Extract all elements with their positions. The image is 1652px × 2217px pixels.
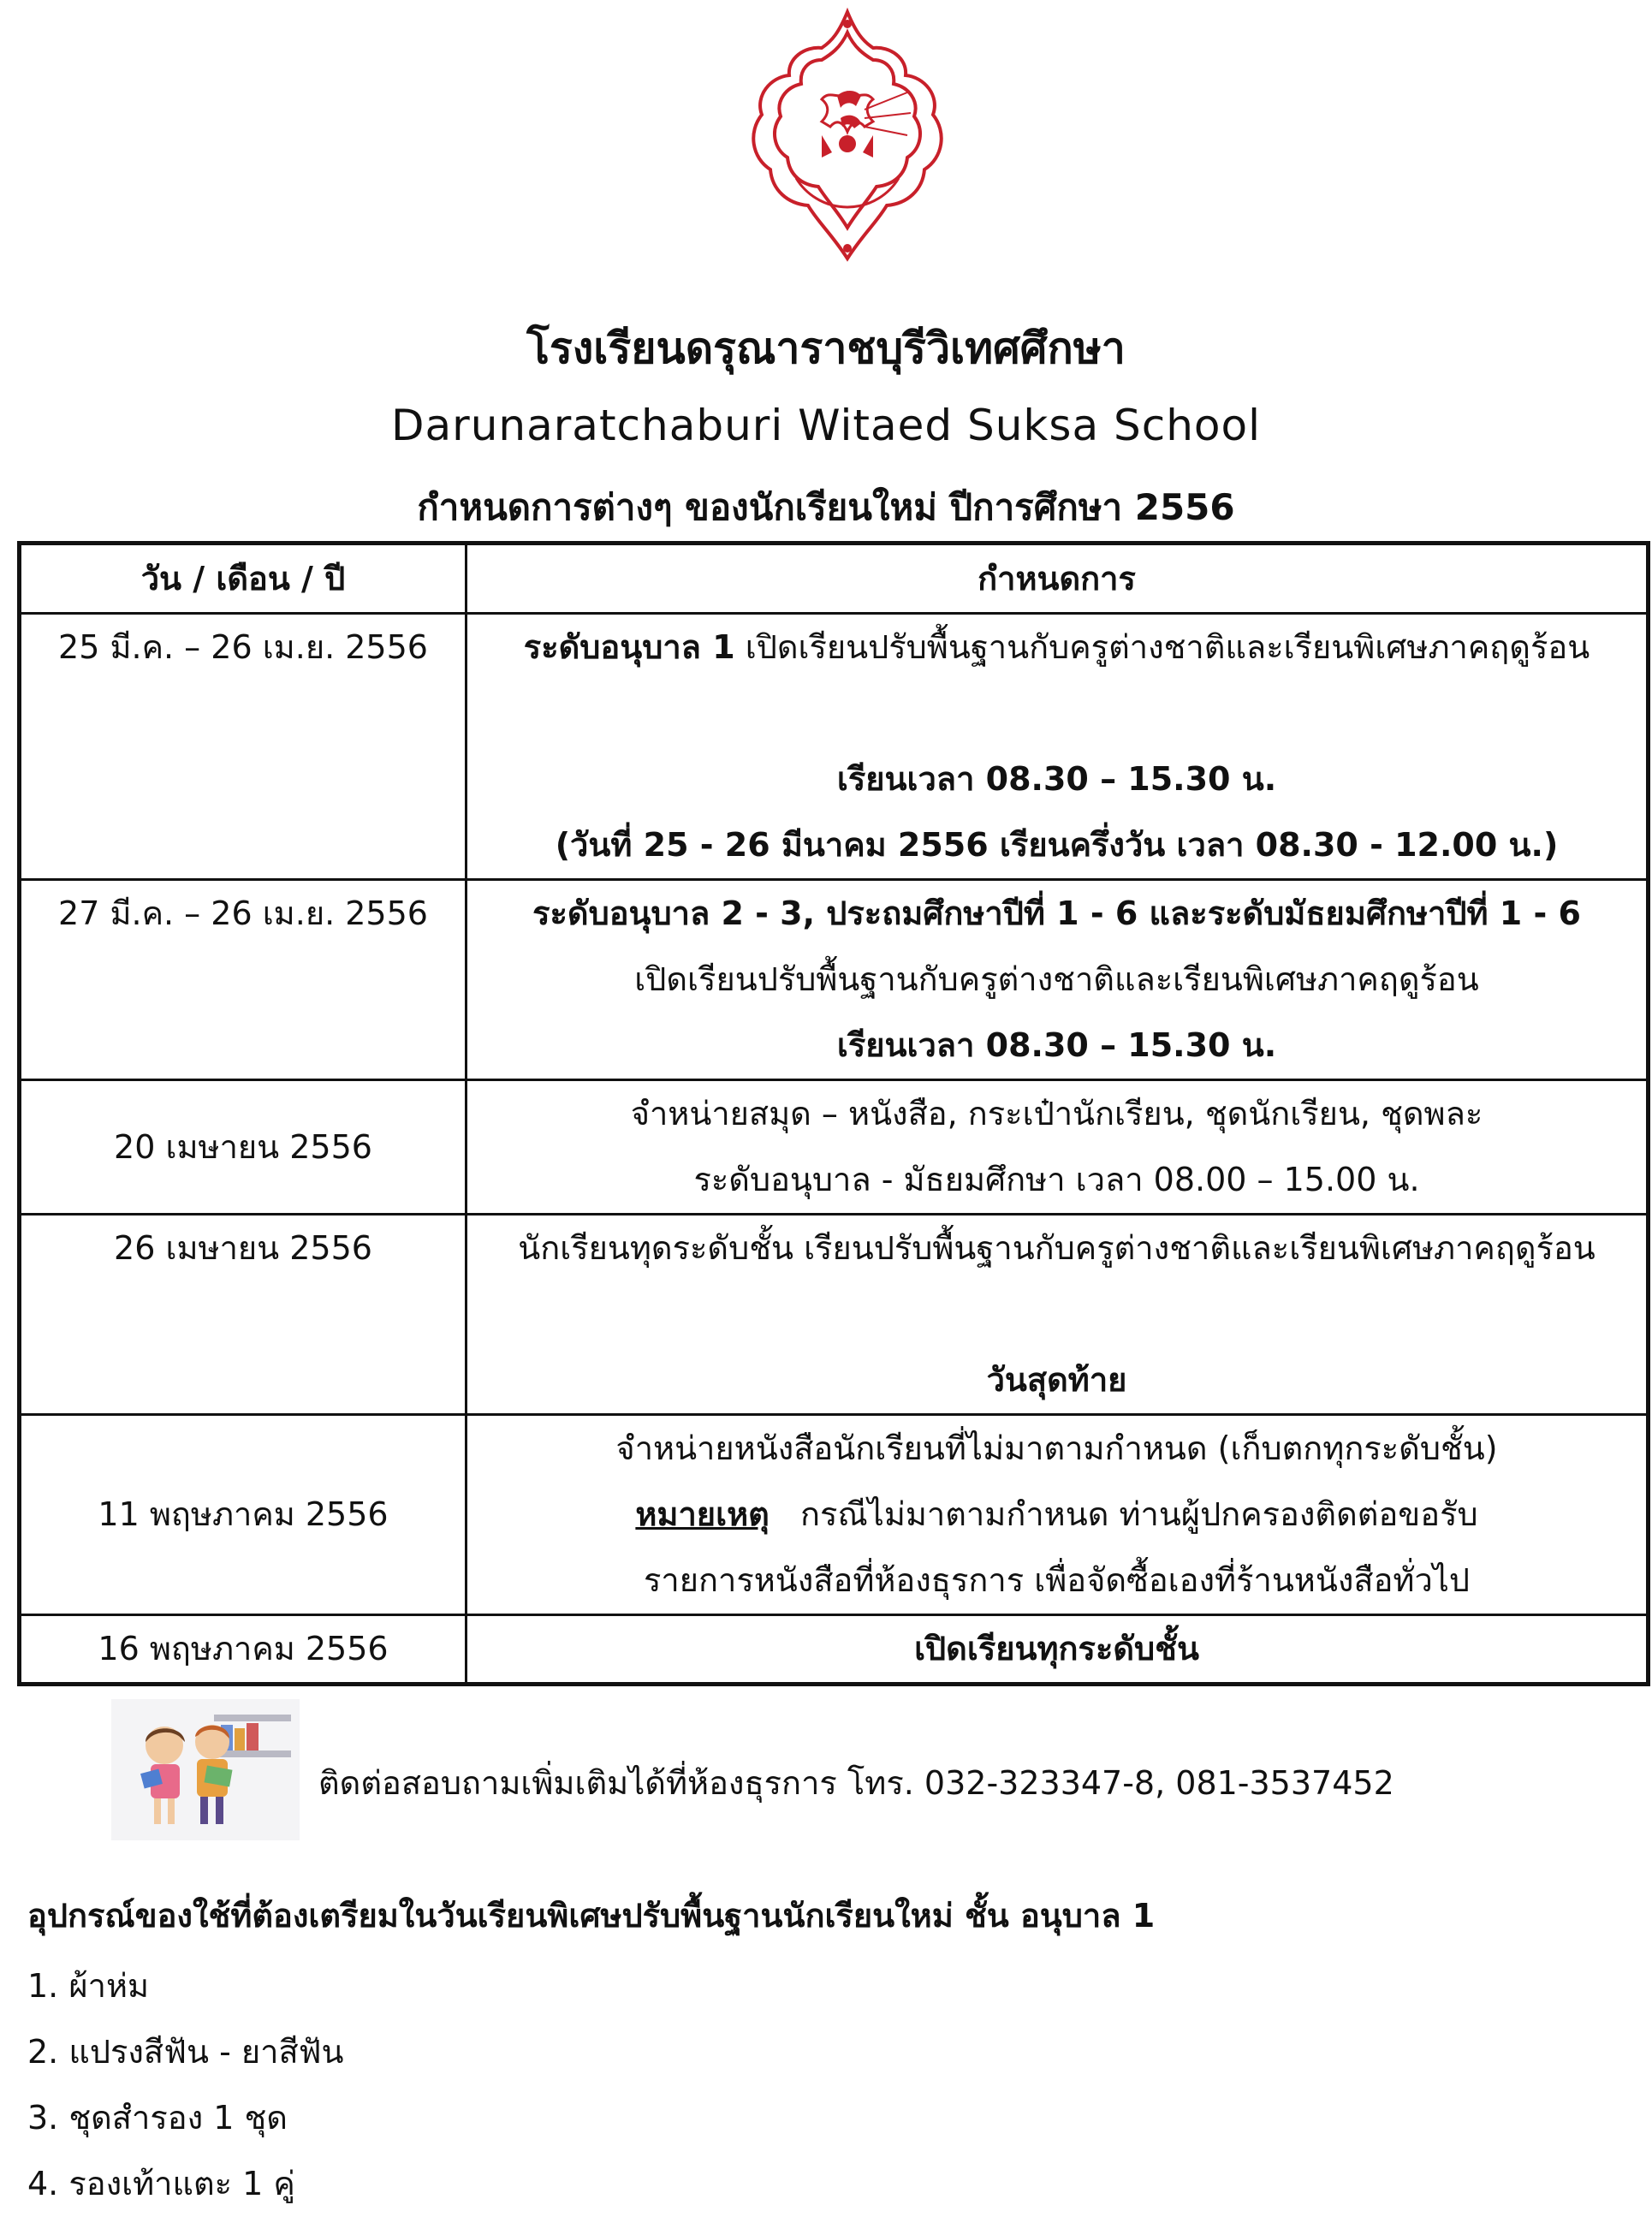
detail-line: รายการหนังสือที่ห้องธุรการ เพื่อจัดซื้อเองที่ร้านหนังสือทั่วไป	[643, 1561, 1471, 1599]
row-date: 20 เมษายน 2556	[20, 1080, 466, 1215]
detail-line	[476, 615, 1637, 681]
table-row	[20, 1615, 1649, 1685]
detail-line: เปิดเรียนทุกระดับชั้น	[914, 1630, 1199, 1667]
schedule-title: กำหนดการต่างๆ ของนักเรียนใหม่ ปีการศึกษา 2556	[417, 486, 1235, 528]
row-detail	[466, 614, 1649, 880]
equipment-list	[27, 1953, 344, 2217]
detail-line: เรียนเวลา 08.30 – 15.30 น.	[836, 760, 1277, 798]
equipment-title: อุปกรณ์ของใช้ที่ต้องเตรียมในวันเรียนพิเศษปรับพื้นฐานนักเรียนใหม่ ชั้น อนุบาล 1	[27, 1897, 1156, 1935]
table-row	[20, 614, 1649, 880]
detail-bold-label: ระดับอนุบาล 1	[523, 628, 735, 666]
row-date: 26 เมษายน 2556	[20, 1215, 466, 1415]
table-header-row	[20, 544, 1649, 614]
school-name-english: Darunaratchaburi Witaed Suksa School	[391, 401, 1261, 450]
detail-line: วันสุดท้าย	[986, 1361, 1127, 1399]
detail-text: เปิดเรียนปรับพื้นฐานกับครูต่างชาติและเรียนพิเศษภาคฤดูร้อน	[734, 628, 1590, 666]
row-date: 11 พฤษภาคม 2556	[20, 1415, 466, 1615]
detail-line: นักเรียนทุดระดับชั้น เรียนปรับพื้นฐานกับครูต่างชาติและเรียนพิเศษภาคฤดูร้อน	[518, 1229, 1596, 1267]
list-item: 4. รองเท้าแตะ 1 คู่	[27, 2165, 295, 2202]
row-date: 16 พฤษภาคม 2556	[20, 1615, 466, 1685]
table-row	[20, 1215, 1649, 1415]
school-crest-logo	[736, 7, 959, 264]
note-label: หมายเหตุ	[635, 1495, 770, 1533]
row-detail	[466, 1080, 1649, 1215]
detail-line: เปิดเรียนปรับพื้นฐานกับครูต่างชาติและเรียนพิเศษภาคฤดูร้อน	[634, 960, 1479, 998]
row-date: 25 มี.ค. – 26 เม.ย. 2556	[20, 614, 466, 880]
list-item: 1. ผ้าห่ม	[27, 1967, 150, 2005]
children-reading-clipart	[111, 1699, 300, 1840]
list-item: 2. แปรงสีฟัน - ยาสีฟัน	[27, 2033, 344, 2071]
crest-icon	[736, 7, 959, 264]
schedule-table	[17, 541, 1650, 1686]
children-reading-icon	[111, 1699, 300, 1840]
detail-line: ระดับอนุบาล 2 - 3, ประถมศึกษาปีที่ 1 - 6 และระดับมัธยมศึกษาปีที่ 1 - 6	[532, 895, 1581, 932]
detail-text: กรณีไม่มาตามกำหนด ท่านผู้ปกครองติดต่อขอรับ	[769, 1495, 1478, 1533]
row-date: 27 มี.ค. – 26 เม.ย. 2556	[20, 880, 466, 1080]
table-row	[20, 880, 1649, 1080]
table-row	[20, 1415, 1649, 1615]
list-item: 3. ชุดสำรอง 1 ชุด	[27, 2099, 288, 2137]
table-row	[20, 1080, 1649, 1215]
detail-line	[476, 1482, 1637, 1548]
row-detail	[466, 880, 1649, 1080]
detail-line: ระดับอนุบาล - มัธยมศึกษา เวลา 08.00 – 15.00 น.	[693, 1161, 1420, 1198]
column-header-date: วัน / เดือน / ปี	[20, 544, 466, 614]
detail-line: จำหน่ายสมุด – หนังสือ, กระเป๋านักเรียน, ชุดนักเรียน, ชุดพละ	[630, 1095, 1483, 1132]
column-header-schedule: กำหนดการ	[466, 544, 1649, 614]
row-detail	[466, 1415, 1649, 1615]
row-detail	[466, 1615, 1649, 1685]
row-detail	[466, 1215, 1649, 1415]
school-name-thai: โรงเรียนดรุณาราชบุรีวิเทศศึกษา	[526, 324, 1126, 373]
detail-line: เรียนเวลา 08.30 – 15.30 น.	[836, 1026, 1277, 1064]
detail-line: (วันที่ 25 - 26 มีนาคม 2556 เรียนครึ่งวัน เวลา 08.30 - 12.00 น.)	[555, 826, 1559, 864]
detail-line: จำหน่ายหนังสือนักเรียนที่ไม่มาตามกำหนด (เก็บตกทุกระดับชั้น)	[615, 1429, 1498, 1467]
contact-info: ติดต่อสอบถามเพิ่มเติมได้ที่ห้องธุรการ โทร. 032-323347-8, 081-3537452	[318, 1764, 1394, 1802]
